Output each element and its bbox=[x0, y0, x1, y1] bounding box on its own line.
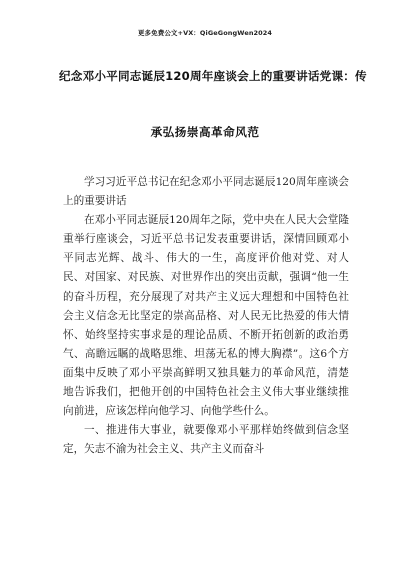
paragraph-section-one: 一、推进伟大事业，就要像邓小平那样始终做到信念坚定，矢志不渝为社会主义、共产主义而奋斗 bbox=[63, 424, 349, 456]
document-title: 纪念邓小平同志诞辰120周年座谈会上的重要讲话党课：传 bbox=[59, 69, 367, 83]
header-note: 更多免费公文+VX：QiGeGongWen2024 bbox=[137, 29, 273, 37]
document-body bbox=[63, 173, 349, 459]
paragraph-intro: 学习习近平总书记在纪念邓小平同志诞辰120周年座谈会上的重要讲话 bbox=[63, 176, 349, 208]
paragraph-main: 在邓小平同志诞辰120周年之际，党中央在人民大会堂隆重举行座谈会，习近平总书记发表重要讲话，深情回顾邓小平同志光辉、战斗、伟大的一生，高度评价他对党、对人民、对国家、对民族、对世界作出的突出贡献，强调“他一生的奋斗历程，充分展现了对共产主义远大理想和中国特色社会主义信念无比坚定的崇高品格、对人民无比热爱的伟大情怀、始终坚持实事求是的理论品质、不断开拓创新的政治勇气、高瞻远瞩的战略思维、坦荡无私的博大胸襟”。这6个方面集中反映了邓小平崇高鲜明又独具魅力的革命风范，清楚地告诉我们，把他开创的中国特色社会主义伟大事业继续推向前进，应该怎样向他学习、向他学些什么。 bbox=[63, 214, 349, 418]
document-subtitle: 承弘扬崇高革命风范 bbox=[150, 125, 260, 139]
